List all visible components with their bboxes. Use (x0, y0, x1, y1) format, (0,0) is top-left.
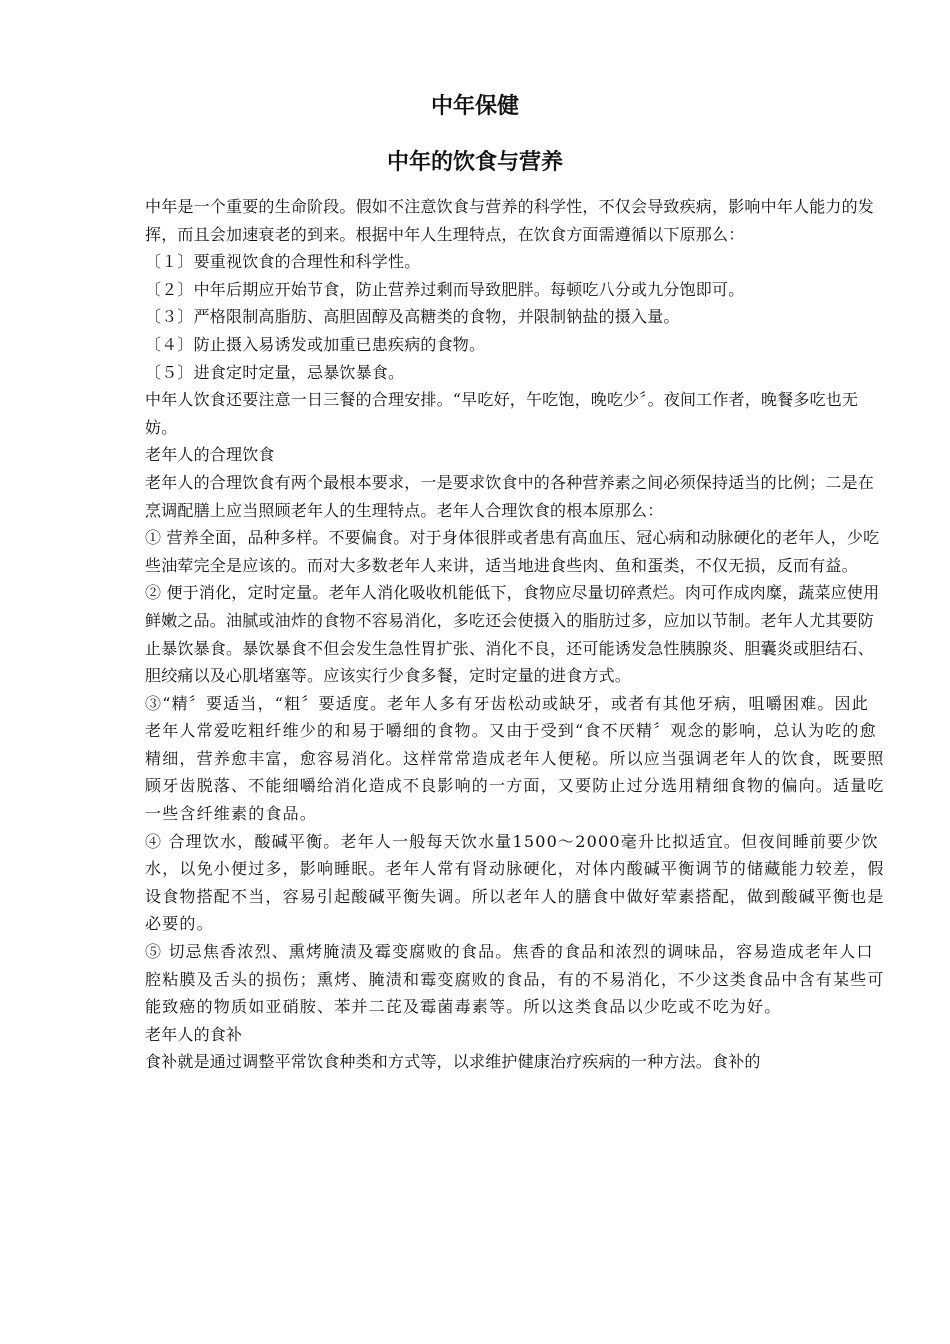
list-item-3: 〔３〕严格限制高脂肪、高胆固醇及高糖类的食物，并限制钠盐的摄入量。 (145, 307, 680, 327)
principle-3: ③“精〞要适当，“粗〞要适度。老年人多有牙齿松动或缺牙，或者有其他牙病，咀嚼困难。因此老年人常爱吃粗纤维少的和易于嚼细的食物。又由于受到“食不厌精〞观念的影响，总认为吃的愈精细，营养愈丰富，愈容易消化。这样常常造成老年人便秘。所以应当强调老年人的饮食，既要照顾牙齿脱落、不能细嚼给消化造成不良影响的一方面，又要防止过分选用精细食物的偏向。适量吃一些含纤维素的食品。 (145, 693, 885, 824)
list-item-4: 〔４〕防止摄入易诱发或加重已患疾病的食物。 (145, 334, 486, 354)
paragraph-intro: 中年是一个重要的生命阶段。假如不注意饮食与营养的科学性，不仅会导致疾病，影响中年人能力的发挥，而且会加速衰老的到来。根据中年人生理特点，在饮食方面需遵循以下原那么： (145, 197, 875, 244)
paragraph-food-therapy: 食补就是通过调整平常饮食种类和方式等，以求维护健康治疗疾病的一种方法。食补的 (145, 1052, 761, 1072)
heading-food-therapy: 老年人的食补 (145, 1024, 243, 1044)
principle-5: ⑤ 切忌焦香浓烈、熏烤腌渍及霉变腐败的食品。焦香的食品和浓烈的调味品，容易造成老年人口腔粘膜及舌头的损伤；熏烤、腌渍和霉变腐败的食品，有的不易消化，不少这类食品中含有某些可能致癌的物质如亚硝胺、苯并二芘及霉菌毒素等。所以这类食品以少吃或不吃为好。 (145, 942, 885, 1017)
paragraph-elderly-intro: 老年人的合理饮食有两个最根本要求，一是要求饮食中的各种营养素之间必须保持适当的比例；二是在烹调配膳上应当照顾老年人的生理特点。老年人合理饮食的根本原那么： (145, 472, 875, 520)
document-body (145, 193, 885, 1076)
list-item-1: 〔１〕要重视饮食的合理性和科学性。 (145, 252, 421, 272)
principle-4: ④ 合理饮水，酸碱平衡。老年人一般每天饮水量1500～2000毫升比拟适宜。但夜间睡前要少饮水，以免小便过多，影响睡眠。老年人常有肾动脉硬化，对体内酸碱平衡调节的储藏能力较差，假设食物搭配不当，容易引起酸碱平衡失调。所以老年人的膳食中做好荤素搭配，做到酸碱平衡也是必要的。 (145, 831, 885, 934)
heading-elderly-diet: 老年人的合理饮食 (145, 445, 275, 465)
section-title: 中年的饮食与营养 (386, 150, 563, 175)
document-title: 中年保健 (430, 94, 519, 119)
list-item-5: 〔５〕进食定时定量，忌暴饮暴食。 (145, 362, 405, 382)
principle-1: ① 营养全面，品种多样。不要偏食。对于身体很胖或者患有高血压、冠心病和动脉硬化的老年人，少吃些油荤完全是应该的。而对大多数老年人来讲，适当地进食些肉、鱼和蛋类，不仅无损，反而有益。 (145, 528, 880, 575)
list-item-2: 〔２〕中年后期应开始节食，防止营养过剩而导致肥胖。每顿吃八分或九分饱即可。 (145, 279, 745, 299)
paragraph-meals: 中年人饮食还要注意一日三餐的合理安排。“早吃好，午吃饱，晚吃少〞。夜间工作者，晚餐多吃也无妨。 (145, 390, 859, 437)
principle-2: ② 便于消化，定时定量。老年人消化吸收机能低下，食物应尽量切碎煮烂。肉可作成肉糜，蔬菜应使用鲜嫩之品。油腻或油炸的食物不容易消化，多吃还会使摄入的脂肪过多，应加以节制。老年人尤其要防止暴饮暴食。暴饮暴食不但会发生急性胃扩张、消化不良，还可能诱发急性胰腺炎、胆囊炎或胆结石、胆绞痛以及心肌堵塞等。应该实行少食多餐，定时定量的进食方式。 (145, 583, 880, 686)
